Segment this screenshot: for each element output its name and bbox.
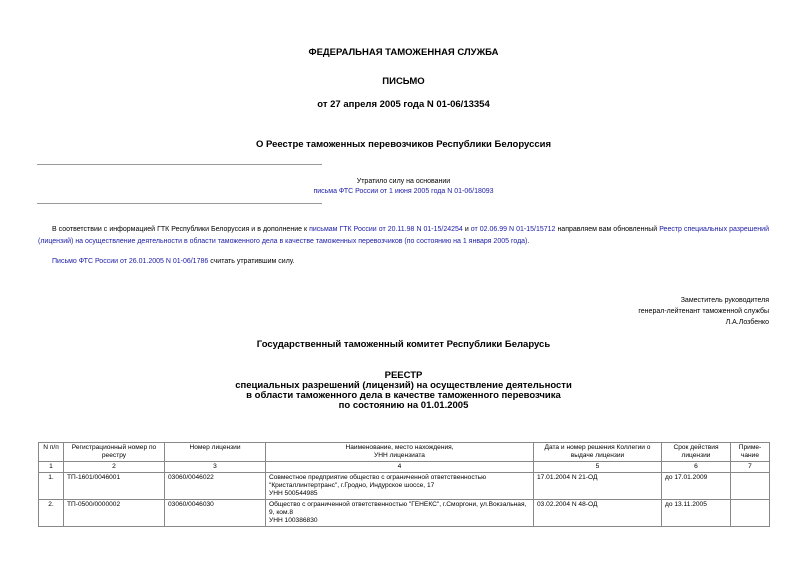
- registry-subtitle-1: специальных разрешений (лицензий) на осуществление деятельности: [235, 380, 572, 391]
- registry-subtitle-2: в области таможенного дела в качестве таможенного перевозчика: [246, 390, 561, 401]
- table-header-row: [39, 443, 770, 462]
- table-column-numbers: [39, 462, 770, 473]
- row-name: Совместное предприятие общество с ограниченной ответственностью "Кристаллинтертранс", г.Гродно, Индурское шоссе, 17 УНН 500544985: [266, 473, 534, 500]
- p1-text-a: В соответствии с информацией ГТК Республики Белоруссия и в дополнение к: [52, 226, 310, 233]
- doc-type: ПИСЬМО: [382, 76, 425, 87]
- row-license: 03060/0046030: [165, 500, 266, 527]
- row-license: 03060/0046022: [165, 473, 266, 500]
- col-header-name: Наименование, место нахождения, УНН лицензиата: [266, 443, 534, 462]
- signature-rank: генерал-лейтенант таможенной службы: [638, 308, 769, 315]
- col-number: 3: [165, 462, 266, 473]
- doc-subject: О Реестре таможенных перевозчиков Республики Белоруссия: [255, 139, 552, 150]
- table-row: [39, 500, 770, 527]
- registry-title: РЕЕСТР: [384, 370, 423, 381]
- row-reg-number: ТП-0500/0000002: [64, 500, 165, 527]
- signature-name: Л.А.Лозбенко: [725, 319, 769, 326]
- body-paragraph-2: [38, 256, 769, 268]
- row-term: до 17.01.2009: [662, 473, 731, 500]
- col-number: 7: [731, 462, 770, 473]
- row-name: Общество с ограниченной ответственностью "ГЕНЕКС", г.Сморгони, ул.Вокзальная, 9, ком.8 УНН 100386830: [266, 500, 534, 527]
- col-header-decision: Дата и номер решения Коллегии о выдаче лицензии: [534, 443, 662, 462]
- row-number: 1.: [39, 473, 64, 500]
- p1-text-d: .: [527, 238, 530, 245]
- divider-bottom: [37, 203, 322, 204]
- agency-title: ФЕДЕРАЛЬНАЯ ТАМОЖЕННАЯ СЛУЖБА: [308, 47, 499, 58]
- link-registry[interactable]: Реестр специальных разрешений (лицензий) на осуществление деятельности в области таможенного дела в качестве таможенных перевозчиков (по состоянию на 1 января 2005 года): [38, 226, 769, 245]
- registry-subtitle-3: по состоянию на 01.01.2005: [338, 400, 469, 411]
- lost-force-link-line: [0, 188, 807, 195]
- row-note: [731, 500, 770, 527]
- col-number: 5: [534, 462, 662, 473]
- col-number: 2: [64, 462, 165, 473]
- link-letter-2005[interactable]: Письмо ФТС России от 26.01.2005 N 01-06/1786: [52, 258, 209, 265]
- row-note: [731, 473, 770, 500]
- divider-top: [37, 164, 322, 165]
- row-decision: 03.02.2004 N 48-ОД: [534, 500, 662, 527]
- col-header-term: Срок действия лицензии: [662, 443, 731, 462]
- row-decision: 17.01.2004 N 21-ОД: [534, 473, 662, 500]
- p1-text-b: и: [462, 226, 471, 233]
- body-paragraph-1: [38, 224, 769, 248]
- link-letter-1999[interactable]: от 02.06.99 N 01-15/15712: [470, 226, 556, 233]
- signature-position: Заместитель руководителя: [680, 297, 769, 304]
- p1-text-c: направляем вам обновленный: [555, 226, 660, 233]
- col-number: 1: [39, 462, 64, 473]
- lost-force-note: Утратило силу на основании: [356, 178, 451, 185]
- link-letter-1998[interactable]: письмам ГТК России от 20.11.98 N 01-15/24254: [309, 226, 463, 233]
- col-header-reg-number: Регистрационный номер по реестру: [64, 443, 165, 462]
- lost-force-link[interactable]: письма ФТС России от 1 июня 2005 года N 01-06/18093: [313, 188, 494, 195]
- registry-table: [38, 442, 770, 527]
- col-number: 4: [266, 462, 534, 473]
- committee-title: Государственный таможенный комитет Республики Беларусь: [256, 339, 551, 350]
- row-term: до 13.11.2005: [662, 500, 731, 527]
- col-header-number: N п/п: [39, 443, 64, 462]
- row-reg-number: ТП-1601/0046001: [64, 473, 165, 500]
- table-row: [39, 473, 770, 500]
- col-header-note: Приме- чание: [731, 443, 770, 462]
- col-number: 6: [662, 462, 731, 473]
- doc-date-number: от 27 апреля 2005 года N 01-06/13354: [317, 99, 490, 110]
- row-number: 2.: [39, 500, 64, 527]
- col-header-license: Номер лицензии: [165, 443, 266, 462]
- p2-text: считать утратившим силу.: [208, 258, 295, 265]
